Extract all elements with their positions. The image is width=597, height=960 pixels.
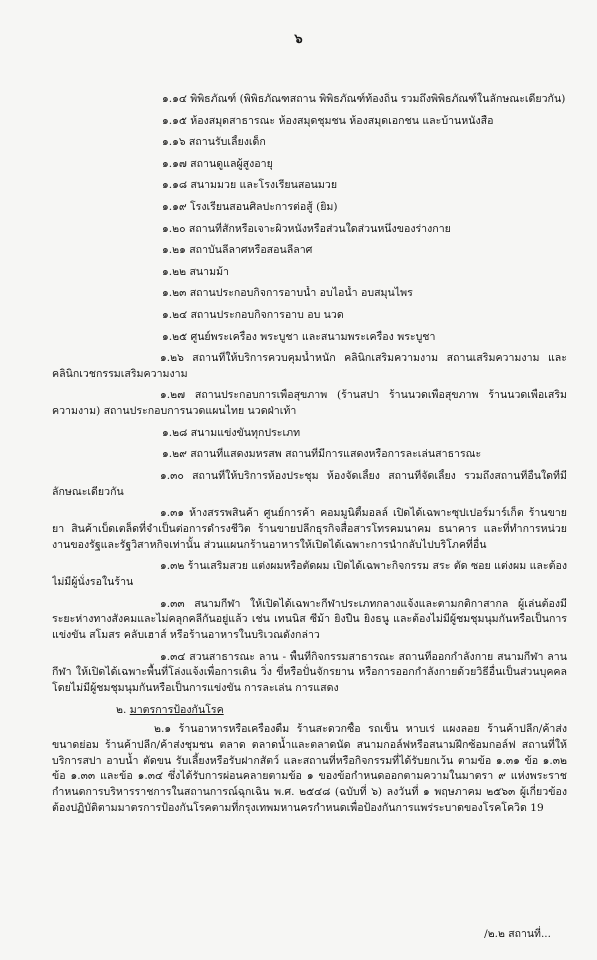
list-item — [52, 447, 567, 463]
item-number: ๑.๑๙ — [162, 200, 187, 213]
item-number: ๑.๒๙ — [162, 448, 187, 461]
list-item — [52, 222, 567, 238]
list-item — [52, 426, 567, 442]
list-item — [52, 265, 567, 281]
list-item — [52, 178, 567, 194]
item-number: ๑.๑๖ — [162, 136, 186, 149]
list-item — [52, 506, 567, 553]
item-text: สนามแข่งขันทุกประเภท — [190, 426, 301, 439]
item-text: ศูนย์พระเครื่อง พระบูชา และสนามพระเครื่อง พระบูชา — [190, 330, 436, 343]
list-item — [52, 330, 567, 346]
paragraph-2-1-number: ๒.๑ — [154, 723, 172, 736]
item-text: ห้องสมุดสาธารณะ ห้องสมุดชุมชน ห้องสมุดเอกชน และบ้านหนังสือ — [190, 114, 494, 127]
page-number: ๖ — [294, 32, 303, 47]
item-number: ๑.๓๐ — [160, 469, 184, 482]
list-item — [52, 114, 567, 130]
document-body — [52, 92, 567, 822]
item-text: สถาบันลีลาศหรือสอนลีลาศ — [189, 244, 313, 257]
section-2-heading — [52, 703, 567, 719]
item-number: ๑.๑๔ — [162, 93, 187, 105]
list-item — [52, 469, 567, 500]
item-number: ๑.๓๑ — [160, 507, 185, 520]
item-text: พิพิธภัณฑ์ (พิพิธภัณฑสถาน พิพิธภัณฑ์ท้องถิ่น รวมถึงพิพิธภัณฑ์ในลักษณะเดียวกัน) — [190, 93, 566, 105]
list-item — [52, 559, 567, 590]
list-item — [52, 597, 567, 644]
item-number: ๑.๓๒ — [160, 560, 185, 573]
item-number: ๑.๑๗ — [162, 157, 187, 170]
list-item — [52, 243, 567, 259]
item-text: สถานที่สักหรือเจาะผิวหนังหรือส่วนใดส่วนหนึ่งของร่างกาย — [188, 222, 451, 235]
item-number: ๑.๒๕ — [162, 330, 188, 343]
list-item — [52, 92, 567, 108]
item-text: สถานที่แสดงมหรสพ สถานที่มีการแสดงหรือการละเล่นสาธารณะ — [190, 448, 482, 461]
item-text: สนามกีฬา ให้เปิดได้เฉพาะกีฬาประเภทกลางแจ้งและตามกติกาสากล ผู้เล่นต้องมีระยะห่างทางสังคมและไม่คลุกคลีกันอยู่แล้ว เช่น เทนนิส ซีม้า ยิงปืน ยิงธนู และต้องไม่มีผู้ชมชุมนุมกันหรือเป็นการแข่งขัน สโมสร คลับเฮาส์ หรือร้านอาหารในบริเวณดังกล่าว — [52, 597, 567, 641]
item-text: สถานที่ให้บริการควบคุมน้ำหนัก คลินิกเสริมความงาม สถานเสริมความงาม และคลินิกเวชกรรมเสริมความงาม — [52, 352, 567, 380]
section-2-number: ๒. — [116, 703, 127, 716]
item-list — [52, 92, 567, 697]
item-number: ๑.๒๓ — [162, 287, 187, 300]
list-item — [52, 286, 567, 302]
list-item — [52, 200, 567, 216]
item-number: ๑.๒๖ — [160, 352, 184, 365]
item-text: สถานประกอบการเพื่อสุขภาพ (ร้านสปา ร้านนวดเพื่อสุขภาพ ร้านนวดเพื่อเสริมความงาม) สถานประกอบการนวดแผนไทย นวดฝ่าเท้า — [52, 389, 567, 418]
item-text: ห้างสรรพสินค้า ศูนย์การค้า คอมมูนิตี้มอลล์ เปิดได้เฉพาะซุปเปอร์มาร์เก็ต ร้านขายยา สินค้าเบ็ดเตล็ดที่จำเป็นต่อการดำรงชีวิต ร้านขายปลีกธุรกิจสื่อสารโทรคมนาคม ธนาคาร และที่ทำการหน่วยงานของรัฐและรัฐวิสาหกิจเท่านั้น ส่วนแผนกร้านอาหารให้เปิดได้เฉพาะการนำกลับไปบริโภคที่อื่น — [52, 507, 567, 551]
item-text: ร้านเสริมสวย แต่งผมหรือตัดผม เปิดได้เฉพาะกิจกรรม สระ ตัด ซอย แต่งผม และต้องไม่มีผู้นั่งรอในร้าน — [52, 560, 567, 588]
item-text: โรงเรียนสอนศิลปะการต่อสู้ (ยิม) — [189, 200, 338, 213]
item-text: สถานประกอบกิจการอาบ อบ นวด — [190, 308, 344, 321]
list-item — [52, 388, 567, 419]
item-text: สวนสาธารณะ ลาน - พื้นที่กิจกรรมสาธารณะ สถานที่ออกกำลังกาย สนามกีฬา ลานกีฬา ให้เปิดได้เฉพาะพื้นที่โล่งแจ้งเพื่อการเดิน วิ่ง ขี่หรือปั่นจักรยาน หรือการออกกำลังกายด้วยวิธีอื่นเป็นส่วนบุคคล โดยไม่มีผู้ชมชุมนุมกันหรือเป็นการแข่งขัน การละเล่น การแสดง — [52, 650, 567, 694]
continuation-note: /๒.๒ สถานที่... — [484, 928, 551, 940]
list-item — [52, 157, 567, 173]
section-2-title: มาตรการป้องกันโรค — [129, 703, 224, 716]
item-text: สนามมวย และโรงเรียนสอนมวย — [190, 179, 338, 192]
item-number: ๑.๑๘ — [162, 179, 187, 192]
item-number: ๑.๒๐ — [162, 222, 186, 235]
item-text: สนามม้า — [189, 265, 230, 278]
list-item — [52, 650, 567, 697]
item-number: ๑.๒๗ — [160, 389, 186, 402]
item-text: สถานรับเลี้ยงเด็ก — [188, 136, 266, 149]
list-item — [52, 308, 567, 324]
paragraph-2-1 — [52, 722, 567, 816]
item-text: สถานที่ให้บริการห้องประชุม ห้องจัดเลี้ยง สถานที่จัดเลี้ยง รวมถึงสถานที่อื่นใดที่มีลักษณะเดียวกัน — [52, 469, 567, 498]
paragraph-2-1-text: ร้านอาหารหรือเครื่องดื่ม ร้านสะดวกซื้อ รถเข็น หาบเร่ แผงลอย ร้านค้าปลีก/ค้าส่งขนาดย่อม ร้านค้าปลีก/ค้าส่งชุมชน ตลาด ตลาดน้ำและตลาดนัด สนามกอล์ฟหรือสนามฝึกซ้อมกอล์ฟ สถานที่ให้บริการสปา อาบน้ำ ตัดขน รับเลี้ยงหรือรับฝากสัตว์ และสถานที่หรือกิจกรรมที่ได้รับยกเว้น ตามข้อ ๑.๓๑ ข้อ ๑.๓๒ ข้อ ๑.๓๓ และข้อ ๑.๓๔ ซึ่งได้รับการผ่อนคลายตามข้อ ๑ ของข้อกำหนดออกตามความในมาตรา ๙ แห่งพระราชกำหนดการบริหารราชการในสถานการณ์ฉุกเฉิน พ.ศ. ๒๕๔๘ (ฉบับที่ ๖) ลงวันที่ ๑ พฤษภาคม ๒๕๖๓ ผู้เกี่ยวข้องต้องปฏิบัติตามมาตรการป้องกันโรคตามที่กรุงเทพมหานครกำหนดเพื่อป้องกันการแพร่ระบาดของโรคโควิด 19 — [52, 723, 567, 814]
item-number: ๑.๒๒ — [162, 265, 187, 278]
list-item — [52, 351, 567, 382]
item-number: ๑.๑๕ — [162, 114, 187, 127]
item-text: สถานดูแลผู้สูงอายุ — [190, 157, 273, 170]
item-number: ๑.๓๓ — [160, 597, 185, 610]
list-item — [52, 135, 567, 151]
item-number: ๑.๒๔ — [162, 308, 188, 321]
item-number: ๑.๓๔ — [160, 650, 186, 663]
item-number: ๑.๒๑ — [162, 244, 186, 257]
item-text: สถานประกอบกิจการอาบน้ำ อบไอน้ำ อบสมุนไพร — [189, 287, 413, 300]
item-number: ๑.๒๘ — [162, 426, 188, 439]
